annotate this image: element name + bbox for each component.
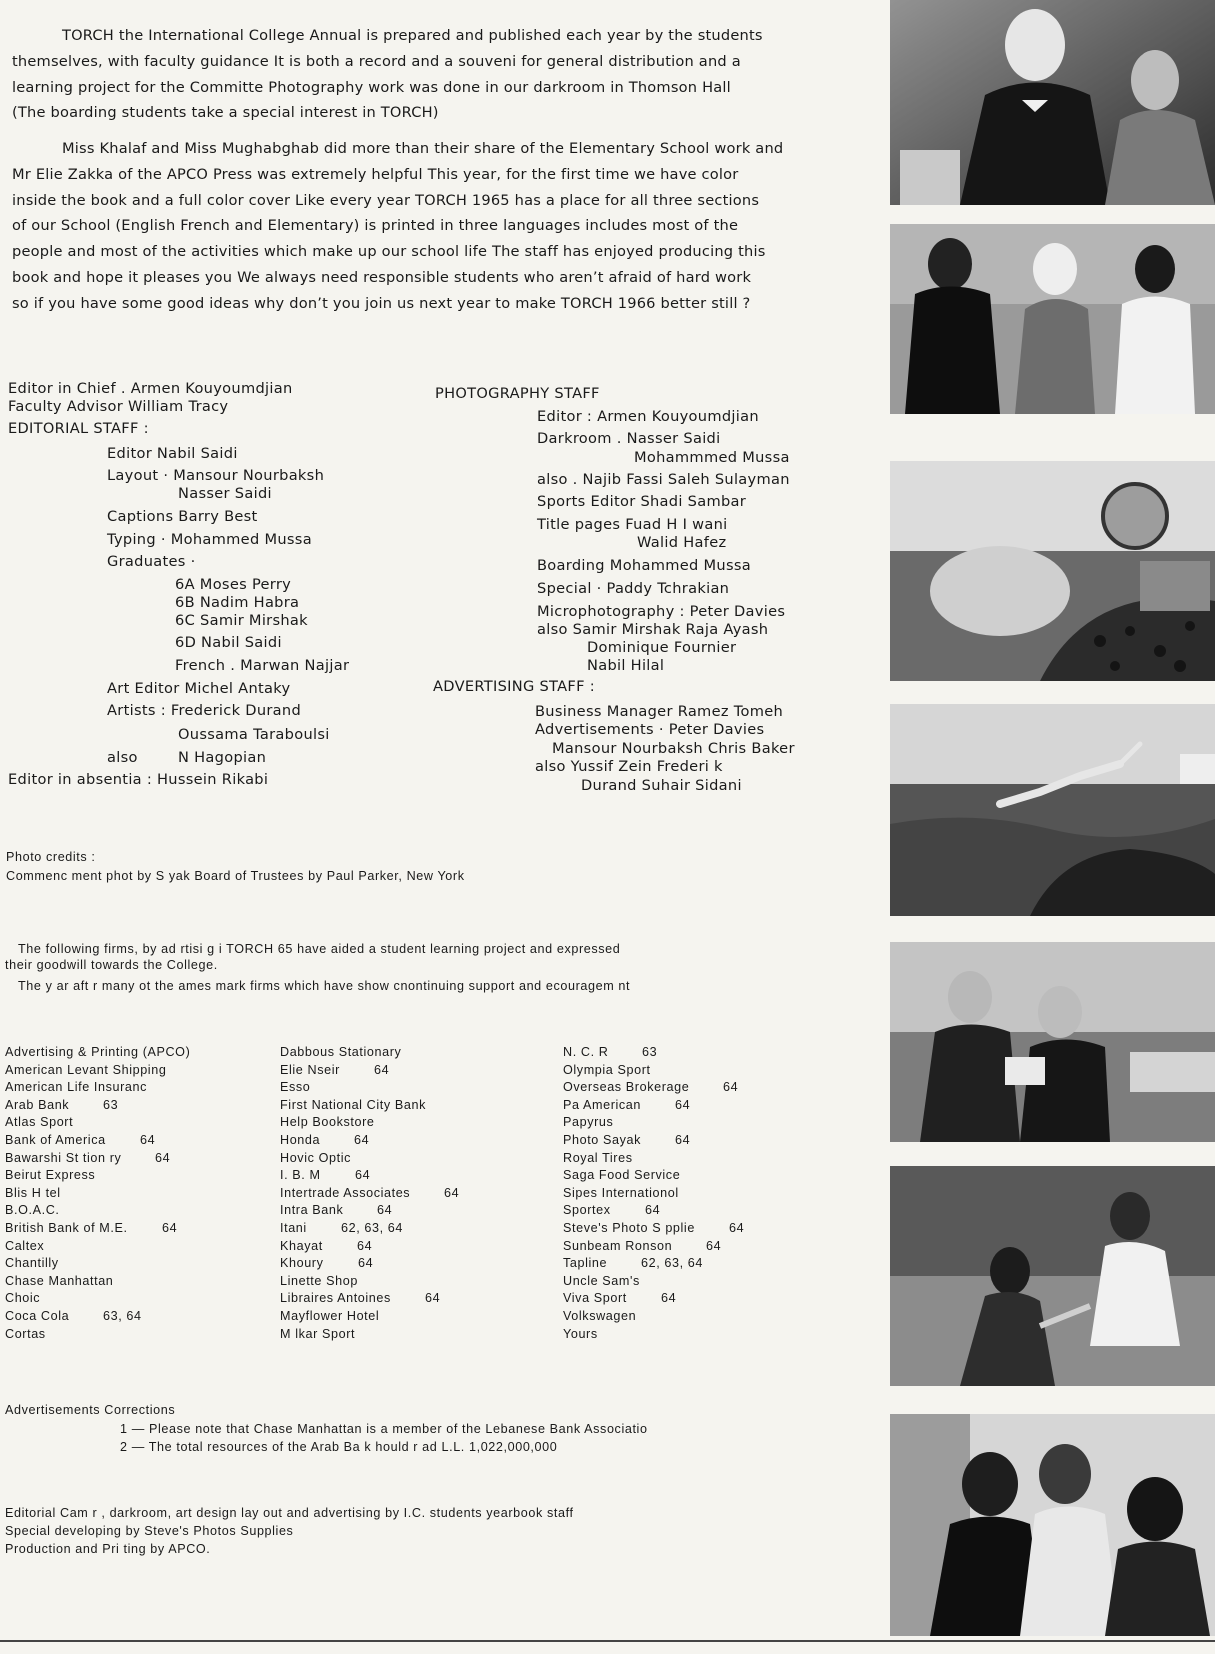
firm-years: 64 xyxy=(377,1203,393,1218)
firm-name: Bawarshi St tion ry xyxy=(5,1150,122,1165)
firm-years: 64 xyxy=(354,1133,370,1147)
correction-item: 1 — Please note that Chase Manhattan is a member of the Lebanese Bank Associatio xyxy=(120,1422,648,1436)
firm-name: Royal Tires xyxy=(563,1150,633,1165)
firm-name: Libraires Antoines xyxy=(280,1291,391,1306)
firm-years: 64 xyxy=(374,1062,390,1077)
firm-name: Beirut Express xyxy=(5,1168,96,1183)
intro-p2-line-2: Mr Elie Zakka of the APCO Press was extremely helpful This year, for the first time we have color xyxy=(12,166,739,183)
firm-name: M lkar Sport xyxy=(280,1326,356,1341)
firm-years: 64 xyxy=(140,1133,156,1147)
photo-credits-label: Photo credits : xyxy=(6,850,96,864)
firm-name: Linette Shop xyxy=(280,1273,358,1288)
firm-name: Help Bookstore xyxy=(280,1115,375,1130)
intro-p1-line-1: TORCH the International College Annual is prepared and published each year by the students xyxy=(62,27,763,44)
footer-line: Production and Pri ting by APCO. xyxy=(5,1542,211,1556)
staff-right-line: Darkroom . Nasser Saidi xyxy=(537,430,721,447)
firm-years: 63 xyxy=(642,1045,658,1059)
staff-right-line: Title pages Fuad H I wani xyxy=(537,516,728,533)
staff-left-line: Editor Nabil Saidi xyxy=(107,445,238,462)
firm-name: Dabbous Stationary xyxy=(280,1045,402,1059)
staff-right-line: Sports Editor Shadi Sambar xyxy=(537,493,747,510)
firm-name: Intertrade Associates xyxy=(280,1185,411,1200)
staff-left-line: Editor in absentia : Hussein Rikabi xyxy=(8,771,269,788)
firm-years: 64 xyxy=(355,1168,371,1183)
staff-left-line: French . Marwan Najjar xyxy=(175,657,350,674)
page-bottom-rule xyxy=(0,1640,1215,1642)
firm-name: Uncle Sam's xyxy=(563,1273,640,1288)
staff-left-line: Artists : Frederick Durand xyxy=(107,702,302,719)
firm-name: Cortas xyxy=(5,1326,46,1341)
staff-left-line: 6D Nabil Saidi xyxy=(175,634,282,651)
firm-years: 64 xyxy=(661,1291,677,1306)
firm-years: 64 xyxy=(155,1150,171,1165)
photo-boys-huddle xyxy=(890,1414,1215,1636)
staff-right-line: Editor : Armen Kouyoumdjian xyxy=(537,408,759,425)
staff-left-line: Captions Barry Best xyxy=(107,508,258,525)
staff-left-line: 6A Moses Perry xyxy=(175,576,292,593)
firm-name: Bank of America xyxy=(5,1133,106,1147)
firm-name: Steve's Photo S pplie xyxy=(563,1221,695,1235)
staff-right-line: Business Manager Ramez Tomeh xyxy=(535,703,784,720)
firm-name: Saga Food Service xyxy=(563,1168,681,1183)
firm-years: 64 xyxy=(162,1221,178,1235)
staff-left-line: Art Editor Michel Antaky xyxy=(107,680,291,697)
photo-boys-playing xyxy=(890,1166,1215,1386)
staff-left-line: Faculty Advisor William Tracy xyxy=(8,398,229,415)
firm-years: 64 xyxy=(675,1133,691,1147)
firm-name: Pa American xyxy=(563,1097,641,1112)
firm-name: Chantilly xyxy=(5,1256,59,1271)
firm-name: Viva Sport xyxy=(563,1291,627,1306)
firm-name: Hovic Optic xyxy=(280,1150,351,1165)
footer-line: Special developing by Steve's Photos Supplies xyxy=(5,1524,294,1538)
staff-left-line: Graduates · xyxy=(107,553,196,570)
intro-p1-line-4: (The boarding students take a special interest in TORCH) xyxy=(12,104,439,121)
firm-name: Choic xyxy=(5,1291,41,1306)
firms-note-line: their goodwill towards the College. xyxy=(5,958,218,972)
firm-name: Photo Sayak xyxy=(563,1133,642,1147)
firm-name: Overseas Brokerage xyxy=(563,1080,690,1095)
staff-right-line: Advertisements · Peter Davies xyxy=(535,721,765,738)
firm-name: N. C. R xyxy=(563,1045,609,1059)
firm-years: 62, 63, 64 xyxy=(641,1256,704,1271)
staff-right-line: also Samir Mirshak Raja Ayash xyxy=(537,621,769,638)
correction-item: 2 — The total resources of the Arab Ba k hould r ad L.L. 1,022,000,000 xyxy=(120,1440,558,1454)
firm-name: Intra Bank xyxy=(280,1203,344,1218)
firm-name: Chase Manhattan xyxy=(5,1273,114,1288)
photo-faculty-conversation xyxy=(890,0,1215,205)
staff-right-line: ADVERTISING STAFF : xyxy=(433,678,595,695)
staff-right-line: Microphotography : Peter Davies xyxy=(537,603,786,620)
firm-name: Itani xyxy=(280,1221,307,1235)
intro-p1-line-2: themselves, with faculty guidance It is both a record and a souveni for general distribution and a xyxy=(12,53,741,70)
staff-right-line: Dominique Fournier xyxy=(587,639,737,656)
staff-left-line: Editor in Chief . Armen Kouyoumdjian xyxy=(8,380,293,397)
staff-left-line: 6B Nadim Habra xyxy=(175,594,300,611)
intro-p2-line-1: Miss Khalaf and Miss Mughabghab did more than their share of the Elementary School work and xyxy=(62,140,784,157)
photo-boys-reading xyxy=(890,942,1215,1142)
firm-years: 64 xyxy=(425,1291,441,1306)
staff-left-line: 6C Samir Mirshak xyxy=(175,612,308,629)
firm-years: 64 xyxy=(645,1203,661,1218)
intro-p2-line-6: book and hope it pleases you We always need responsible students who aren’t afraid of hard work xyxy=(12,269,752,286)
firm-name: Honda xyxy=(280,1133,321,1147)
staff-left-line: Typing · Mohammed Mussa xyxy=(107,531,312,548)
firm-years: 63 xyxy=(103,1097,119,1112)
staff-left-line: Oussama Taraboulsi xyxy=(178,726,330,743)
firm-name: Tapline xyxy=(563,1256,608,1271)
staff-left-line: also xyxy=(107,749,138,766)
photo-strip xyxy=(890,0,1215,1654)
firm-years: 64 xyxy=(358,1256,374,1271)
firms-note-line: The y ar aft r many ot the ames mark firms which have show cnontinuing support and ecouragem nt xyxy=(18,979,631,993)
firm-name: Papyrus xyxy=(563,1115,614,1130)
firm-name: Coca Cola xyxy=(5,1309,70,1323)
firm-name: First National City Bank xyxy=(280,1097,426,1112)
staff-right-line: Mohammmed Mussa xyxy=(634,449,790,466)
firm-name: Khoury xyxy=(280,1256,324,1271)
intro-p2-line-5: people and most of the activities which make up our school life The staff has enjoyed producing this xyxy=(12,243,766,260)
photo-credits-text: Commenc ment phot by S yak Board of Trustees by Paul Parker, New York xyxy=(6,869,465,883)
firm-name: Olympia Sport xyxy=(563,1062,651,1077)
firm-name: Advertising & Printing (APCO) xyxy=(5,1045,191,1059)
firm-name: Mayflower Hotel xyxy=(280,1309,380,1323)
firm-name: B.O.A.C. xyxy=(5,1203,60,1218)
staff-right-line: Walid Hafez xyxy=(637,534,727,551)
firm-name: American Life Insuranc xyxy=(5,1080,147,1095)
firm-name: British Bank of M.E. xyxy=(5,1221,128,1235)
firm-name: Yours xyxy=(563,1326,598,1341)
firm-name: Arab Bank xyxy=(5,1097,70,1112)
staff-left-line: Layout · Mansour Nourbaksh xyxy=(107,467,325,484)
firm-name: Caltex xyxy=(5,1238,45,1253)
firm-name: American Levant Shipping xyxy=(5,1062,167,1077)
firm-name: Blis H tel xyxy=(5,1185,61,1200)
firm-name: Elie Nseir xyxy=(280,1062,340,1077)
intro-p1-line-3: learning project for the Committe Photography work was done in our darkroom in Thomson Hall xyxy=(12,79,731,96)
staff-left-line: EDITORIAL STAFF : xyxy=(8,420,149,437)
intro-p2-line-7: so if you have some good ideas why don’t you join us next year to make TORCH 1966 better still ? xyxy=(12,295,751,312)
photo-diver-sea xyxy=(890,704,1215,916)
firm-name: Sipes Internationol xyxy=(563,1185,679,1200)
photo-student-sleeping xyxy=(890,461,1215,681)
corrections-title: Advertisements Corrections xyxy=(5,1403,176,1417)
firms-note-line: The following firms, by ad rtisi g i TORCH 65 have aided a student learning project and expressed xyxy=(18,942,621,956)
staff-left-line: Nasser Saidi xyxy=(178,485,272,502)
staff-right-line: Special · Paddy Tchrakian xyxy=(537,580,730,597)
staff-right-line: Nabil Hilal xyxy=(587,657,665,674)
staff-right-line: Boarding Mohammed Mussa xyxy=(537,557,752,574)
intro-p2-line-3: inside the book and a full color cover Like every year TORCH 1965 has a place for all three sections xyxy=(12,192,760,209)
firm-name: Sunbeam Ronson xyxy=(563,1238,673,1253)
firm-name: Esso xyxy=(280,1080,311,1095)
firm-years: 64 xyxy=(675,1097,691,1112)
staff-right-line: PHOTOGRAPHY STAFF xyxy=(435,385,600,402)
intro-p2-line-4: of our School (English French and Elementary) is printed in three languages includes most of the xyxy=(12,217,739,234)
firm-years: 64 xyxy=(729,1221,745,1235)
firm-name: I. B. M xyxy=(280,1168,321,1183)
firm-years: 64 xyxy=(444,1185,460,1200)
staff-right-line: also . Najib Fassi Saleh Sulayman xyxy=(537,471,790,488)
staff-right-line: also Yussif Zein Frederi k xyxy=(535,758,723,775)
staff-right-line: Durand Suhair Sidani xyxy=(581,777,742,794)
firm-years: 64 xyxy=(723,1080,739,1095)
footer-line: Editorial Cam r , darkroom, art design lay out and advertising by I.C. students yearbook staff xyxy=(5,1506,574,1520)
photo-students-backs xyxy=(890,224,1215,414)
firm-name: Volkswagen xyxy=(563,1309,637,1323)
firm-years: 63, 64 xyxy=(103,1309,142,1323)
firm-years: 64 xyxy=(706,1238,722,1253)
firm-name: Atlas Sport xyxy=(5,1115,74,1130)
firm-name: Sportex xyxy=(563,1203,611,1218)
staff-left-line: N Hagopian xyxy=(178,749,267,766)
staff-right-line: Mansour Nourbaksh Chris Baker xyxy=(552,740,795,757)
firm-years: 62, 63, 64 xyxy=(341,1221,404,1235)
firm-years: 64 xyxy=(357,1238,373,1253)
firm-name: Khayat xyxy=(280,1238,323,1253)
